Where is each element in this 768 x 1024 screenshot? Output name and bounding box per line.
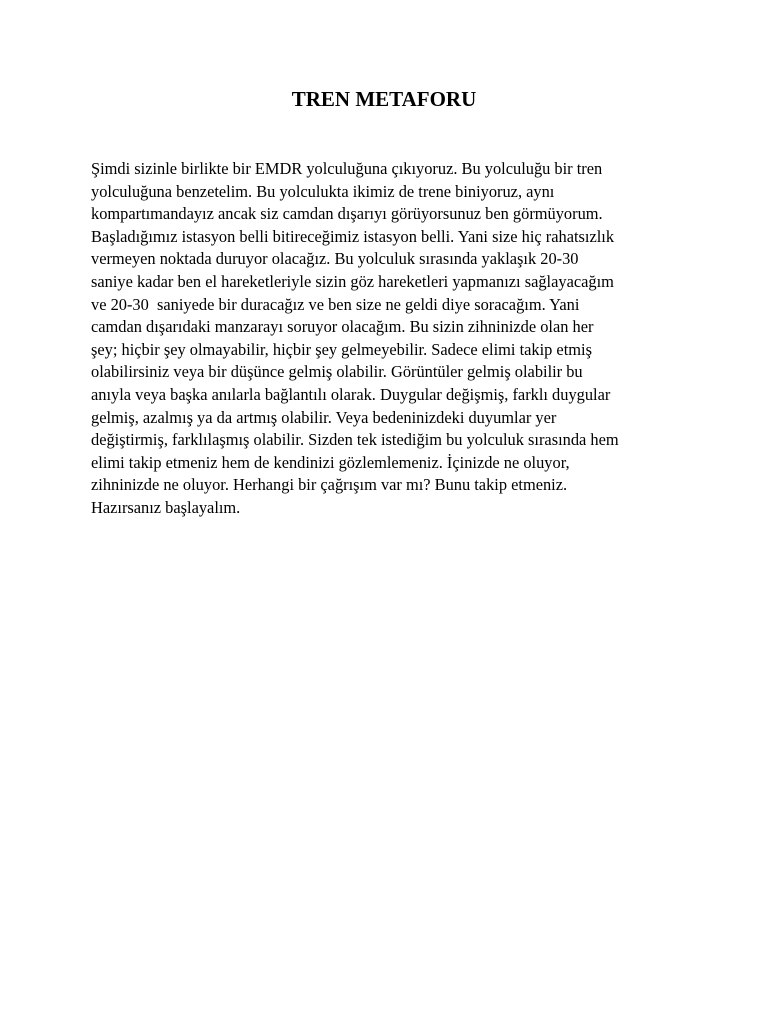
document-title: TREN METAFORU xyxy=(291,87,477,111)
body-line: olabilirsiniz veya bir düşünce gelmiş olabilir. Görüntüler gelmiş olabilir bu xyxy=(91,362,583,382)
body-line: Hazırsanız başlayalım. xyxy=(91,497,241,517)
body-line: anıyla veya başka anılarla bağlantılı olarak. Duygular değişmiş, farklı duygular xyxy=(91,384,611,404)
body-line: elimi takip etmeniz hem de kendinizi gözlemlemeniz. İçinizde ne oluyor, xyxy=(91,452,570,472)
body-line: zihninizde ne oluyor. Herhangi bir çağrışım var mı? Bunu takip etmeniz. xyxy=(91,475,568,495)
body-line: değiştirmiş, farklılaşmış olabilir. Sizden tek istediğim bu yolculuk sırasında hem xyxy=(91,430,619,450)
body-line: gelmiş, azalmış ya da artmış olabilir. Veya bedeninizdeki duyumlar yer xyxy=(91,407,557,427)
body-line: şey; hiçbir şey olmayabilir, hiçbir şey gelmeyebilir. Sadece elimi takip etmiş xyxy=(91,339,592,359)
body-line: Şimdi sizinle birlikte bir EMDR yolculuğuna çıkıyoruz. Bu yolculuğu bir tren xyxy=(91,159,603,178)
body-line: kompartımandayız ancak siz camdan dışarıyı görüyorsunuz ben görmüyorum. xyxy=(91,204,603,224)
body-line: camdan dışarıdaki manzarayı soruyor olacağım. Bu sizin zihninizde olan her xyxy=(91,317,594,337)
body-line: ve 20-30 saniyede bir duracağız ve ben size ne geldi diye soracağım. Yani xyxy=(91,294,580,314)
document-body xyxy=(91,158,691,520)
body-line: vermeyen noktada duruyor olacağız. Bu yolculuk sırasında yaklaşık 20-30 xyxy=(91,249,579,269)
body-line: Başladığımız istasyon belli bitireceğimiz istasyon belli. Yani size hiç rahatsızlık xyxy=(91,226,615,246)
body-line: saniye kadar ben el hareketleriyle sizin göz hareketleri yapmanızı sağlayacağım xyxy=(91,271,614,291)
body-line: yolculuğuna benzetelim. Bu yolculukta ikimiz de trene biniyoruz, aynı xyxy=(91,181,555,201)
